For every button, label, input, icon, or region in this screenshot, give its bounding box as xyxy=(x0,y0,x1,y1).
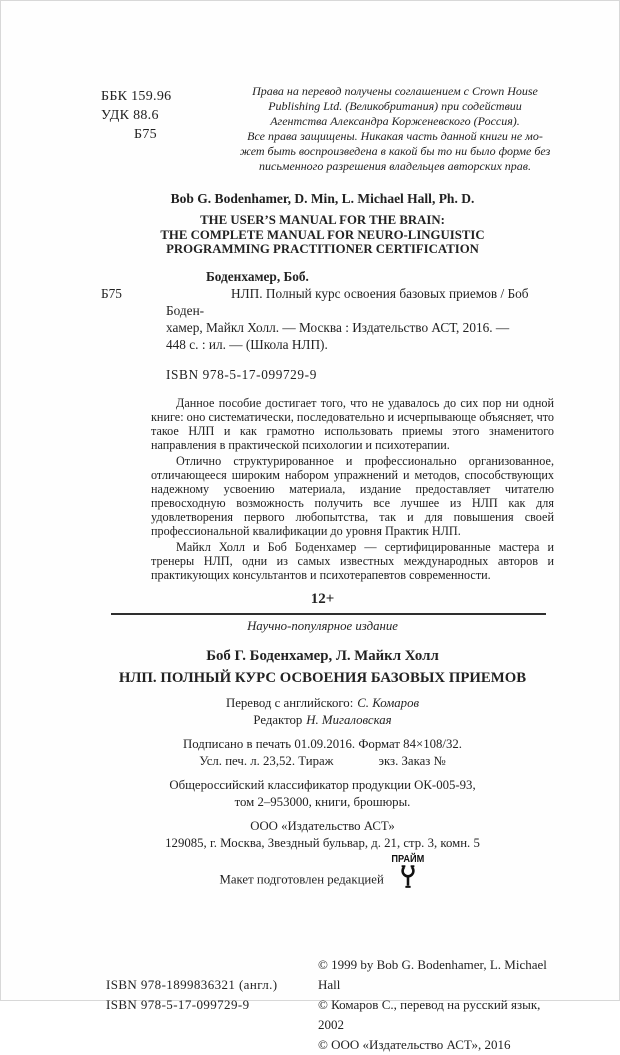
copyright-line: © ООО «Издательство АСТ», 2016 xyxy=(318,1036,511,1052)
translator-label: Перевод с английского: xyxy=(225,695,354,710)
publisher-address: 129085, г. Москва, Звездный бульвар, д. 21, стр. 3, комн. 5 xyxy=(165,835,480,850)
annotation-paragraph: Отлично структурированное и профессионально организованное, отличающееся широким набором упражнений и методов, способствующих надежному усвоению материала, издание предоставляет читателю превосходную возможность получить все лучшее из НЛП как для удовлетворения первого любопытства, так и для повышения своей профессиональной квалификации до уровня Практик НЛП. xyxy=(151,453,554,538)
isbn-line: ISBN 978-5-17-099729-9 xyxy=(106,996,250,1012)
catalog-description-line: 448 с. : ил. — (Школа НЛП). xyxy=(166,336,328,352)
original-title-line: THE COMPLETE MANUAL FOR NEURO-LINGUISTIC xyxy=(160,227,485,242)
translator-line xyxy=(91,696,554,711)
rights-line: письменного разрешения владельцев авторских прав. xyxy=(259,159,531,173)
annotation-paragraph: Данное пособие достигает того, что не удавалось до сих пор ни одной книге: оно систематически, последовательно и исчерпывающе объясняет, что такое НЛП и как грамотно использовать приемы этого знаменитого направления в практической психологии и психотерапии. xyxy=(151,395,554,452)
udk-code: УДК 88.6 xyxy=(101,108,159,123)
catalog-isbn: ISBN 978-5-17-099729-9 xyxy=(166,366,317,382)
edition-type: Научно-популярное издание xyxy=(247,618,398,633)
copyright-block xyxy=(318,955,554,1055)
rights-line: Агентства Александра Корженевского (Россия). xyxy=(270,114,520,128)
catalog-description-line: хамер, Майкл Холл. — Москва : Издательство АСТ, 2016. — xyxy=(166,319,510,335)
classifier-line: том 2–953000, книги, брошюры. xyxy=(234,794,411,809)
publisher-name: ООО «Издательство АСТ» xyxy=(250,818,395,833)
print-info-line: Подписано в печать 01.09.2016. Формат 84×108/32. xyxy=(183,736,462,751)
rights-line: жет быть воспроизведена в какой бы то ни было форме без xyxy=(239,144,551,158)
copyright-line: © Комаров С., перевод на русский язык, 2002 xyxy=(318,996,541,1032)
print-run-left: Усл. печ. л. 23,52. Тираж xyxy=(199,753,334,768)
psi-goblet-icon xyxy=(399,864,417,888)
print-run-line xyxy=(91,754,554,769)
age-rating-badge: 12+ xyxy=(310,590,335,607)
divider-rule xyxy=(111,613,546,615)
catalog-entry xyxy=(101,285,554,353)
isbn-line: ISBN 978-1899836321 (англ.) xyxy=(106,976,278,992)
author-sign-code: Б75 xyxy=(134,127,157,142)
catalog-description-line: НЛП. Полный курс освоения базовых приемов / Боб Боден- xyxy=(166,285,529,318)
rights-line: Все права защищены. Никакая часть данной книги не мо- xyxy=(247,129,543,143)
original-title-line: THE USER’S MANUAL FOR THE BRAIN: xyxy=(200,213,445,227)
annotation-paragraph: Майкл Холл и Боб Боденхамер — сертифицированные мастера и тренеры НЛП, одни из самых известных международных авторов и практикующих консультантов и психотерапевтов современности. xyxy=(151,539,554,582)
rights-notice xyxy=(226,84,564,174)
translator-name: С. Комаров xyxy=(357,695,420,710)
print-run-right: экз. Заказ № xyxy=(378,753,446,768)
imprint-title: НЛП. ПОЛНЫЙ КУРС ОСВОЕНИЯ БАЗОВЫХ ПРИЕМОВ xyxy=(118,669,527,686)
editor-line xyxy=(91,713,554,728)
annotation xyxy=(151,396,554,582)
layout-note: Макет подготовлен редакцией xyxy=(219,871,384,886)
editor-label: Редактор xyxy=(253,712,303,727)
original-title xyxy=(91,213,554,257)
top-row xyxy=(91,84,554,189)
imprint-authors: Боб Г. Боденхамер, Л. Майкл Холл xyxy=(206,647,439,664)
copyright-footer xyxy=(106,955,554,1055)
editor-name: Н. Мигаловская xyxy=(306,712,392,727)
copyright-line: © 1999 by Bob G. Bodenhamer, L. Michael Hall xyxy=(318,956,547,992)
catalog-record xyxy=(101,268,554,383)
catalog-index: Б75 xyxy=(101,285,122,301)
isbn-block xyxy=(106,955,318,1055)
prime-logo-text: ПРАЙМ xyxy=(391,853,425,865)
original-authors: Bob G. Bodenhamer, D. Min, L. Michael Hall, Ph. D. xyxy=(170,191,475,206)
layout-note-row xyxy=(91,853,554,897)
catalog-author-heading: Боденхамер, Боб. xyxy=(206,268,309,284)
rights-line: Publishing Ltd. (Великобритания) при содействии xyxy=(268,99,522,113)
original-title-line: PROGRAMMING PRACTITIONER CERTIFICATION xyxy=(166,242,479,256)
rights-line: Права на перевод получены соглашением с Crown House xyxy=(252,84,538,98)
prime-publisher-logo xyxy=(390,855,426,888)
bbk-code: ББК 159.96 xyxy=(101,89,172,104)
classifier-line: Общероссийский классификатор продукции ОК-005-93, xyxy=(169,777,476,792)
